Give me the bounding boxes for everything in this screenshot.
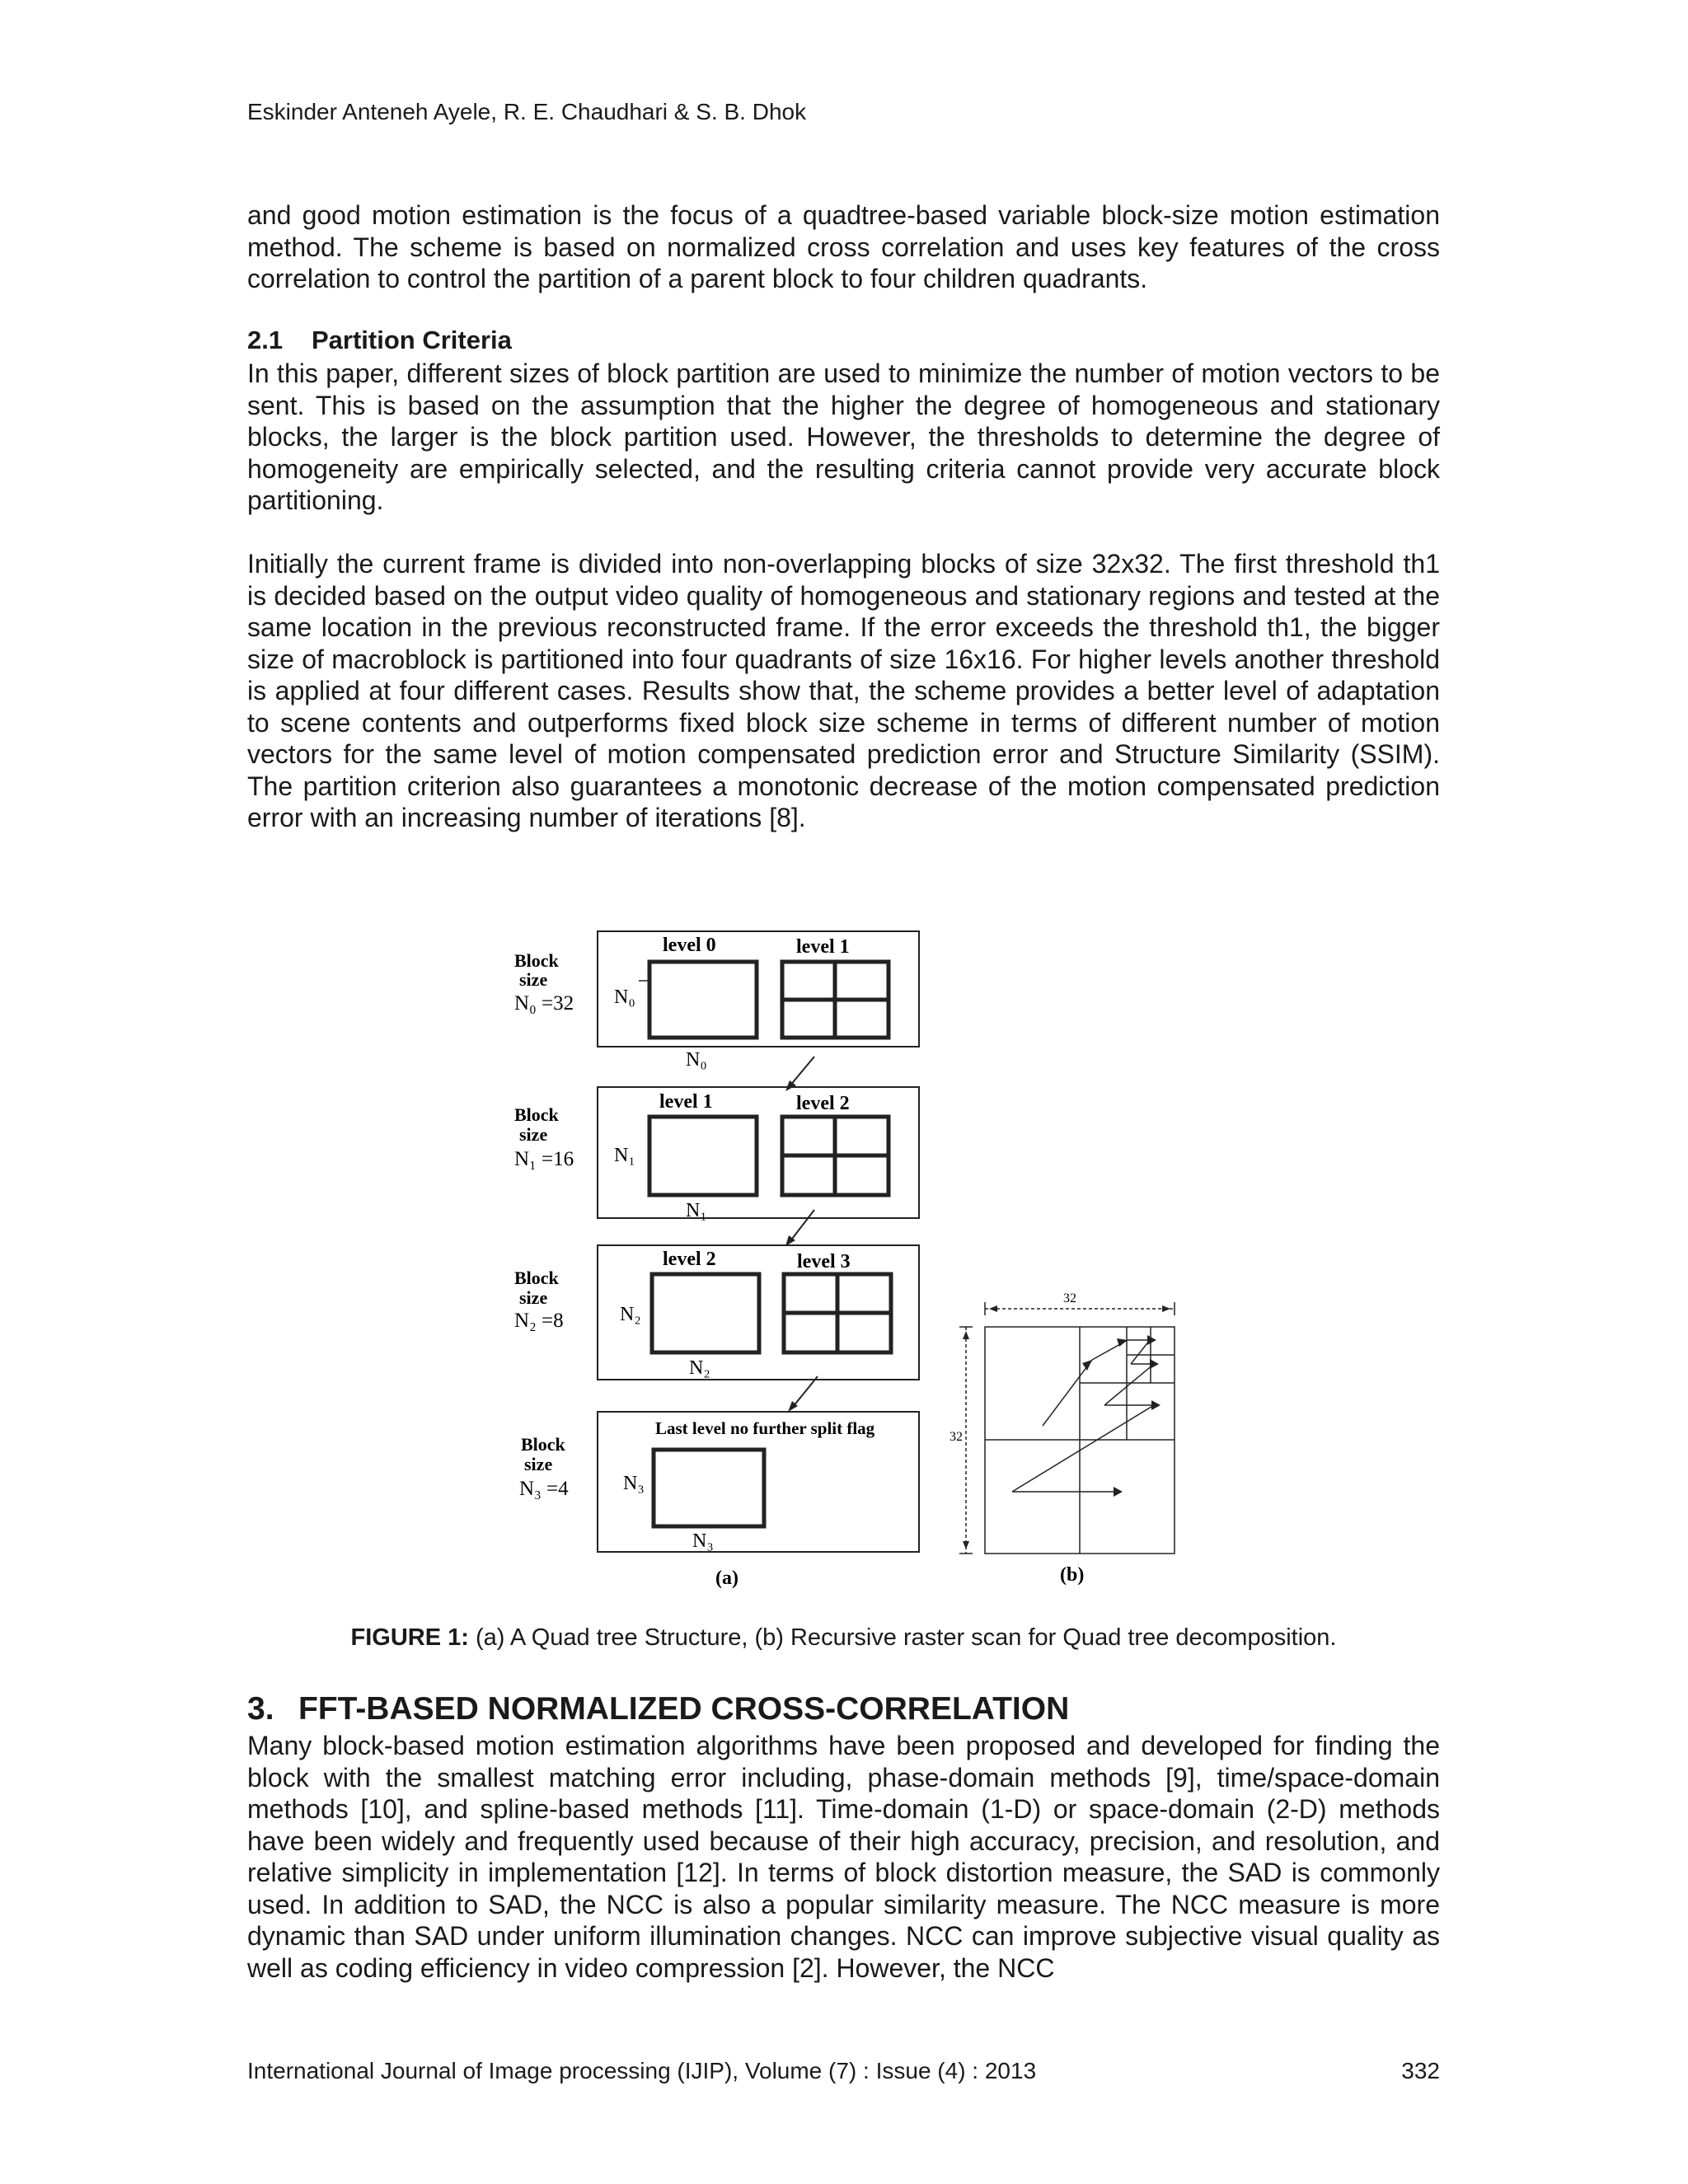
n-label-bottom: N₂ xyxy=(689,1357,710,1379)
n-label-bottom: N₁ xyxy=(686,1200,707,1221)
caption-text: (a) A Quad tree Structure, (b) Recursive raster scan for Quad tree decomposition. xyxy=(468,1624,1337,1651)
block-word: Block xyxy=(514,950,559,971)
panel-b-label: (b) xyxy=(1060,1564,1085,1586)
height-dimension-label: 32 xyxy=(950,1430,963,1444)
block-word: Block xyxy=(521,1434,565,1455)
width-dimension-label: 32 xyxy=(1063,1291,1076,1305)
raster-scan-diagram xyxy=(959,1302,1175,1554)
journal-citation: International Journal of Image processing (IJIP), Volume (7) : Issue (4) : 2013 xyxy=(247,2058,1037,2083)
quadtree-figure xyxy=(495,915,1195,1599)
right-level-label: level 1 xyxy=(796,936,850,958)
section-heading-2-1 xyxy=(247,326,512,355)
figure-1 xyxy=(495,915,1195,1599)
running-header: Eskinder Anteneh Ayele, R. E. Chaudhari & S. B. Dhok xyxy=(247,99,807,124)
row3-final-block xyxy=(654,1450,764,1526)
panel-a-label: (a) xyxy=(715,1568,738,1589)
caption-label: FIGURE 1: xyxy=(350,1624,469,1651)
page-number: 332 xyxy=(1401,2058,1440,2083)
n-label-bottom: N₀ xyxy=(686,1049,707,1071)
block-word: Block xyxy=(514,1104,559,1125)
n-label-side: N₁ xyxy=(614,1145,635,1166)
n-label-side: N₂ xyxy=(620,1304,641,1325)
left-level-label: level 2 xyxy=(663,1249,716,1270)
block-size-label: N₀ =32 xyxy=(514,992,574,1015)
size-word: size xyxy=(519,1124,548,1145)
section-title: Partition Criteria xyxy=(312,326,512,354)
left-level-label: level 0 xyxy=(663,935,716,956)
partition-paragraph-2: Initially the current frame is divided into non-overlapping blocks of size 32x32. The first threshold th1 is decided based on the output video quality of homogeneous and stationary regions and tested at the same location in the previous reconstructed frame. If the error exceeds the threshold th1, the bigger size of macroblock is partitioned into four quadrants of size 16x16. For higher levels another threshold is applied at four different cases. Results show that, the scheme provides a better level of adaptation to scene contents and outperforms fixed block size scheme in terms of different number of motion vectors for the same level of motion compensated prediction error and Structure Similarity (SSIM). The partition criterion also guarantees a monotonic decrease of the motion compensated prediction error with an increasing number of iterations [8]. xyxy=(247,549,1440,832)
n-label-side: N₃ xyxy=(623,1473,645,1494)
row0-level0-block xyxy=(649,962,757,1038)
row2-level2-block xyxy=(652,1274,759,1352)
last-level-text: Last level no further split flag xyxy=(655,1418,875,1438)
right-level-label: level 2 xyxy=(796,1093,850,1114)
left-level-label: level 1 xyxy=(659,1091,713,1113)
row1-level1-block xyxy=(649,1117,757,1195)
size-word: size xyxy=(519,1287,548,1308)
figure-caption xyxy=(247,1624,1440,1652)
section-heading-3 xyxy=(247,1691,1069,1727)
partition-paragraph-1: In this paper, different sizes of block partition are used to minimize the number of motion vectors to be sent. This is based on the assumption that the higher the degree of homogeneous and stationary blocks, the larger is the block partition used. However, the thresholds to determine the degree of homogeneity are empirically selected, and the resulting criteria cannot provide very accurate block partitioning. xyxy=(247,359,1440,515)
ncc-paragraph: Many block-based motion estimation algorithms have been proposed and developed for finding the block with the smallest matching error including, phase-domain methods [9], time/space-domain methods [10], and spline-based methods [11]. Time-domain (1-D) or space-domain (2-D) methods have been widely and frequently used because of their high accuracy, precision, and resolution, and relative simplicity in implementation [12]. In terms of block distortion measure, the SAD is commonly used. In addition to SAD, the NCC is also a popular similarity measure. The NCC measure is more dynamic than SAD under uniform illumination changes. NCC can improve subjective visual quality as well as coding efficiency in video compression [2]. However, the NCC xyxy=(247,1731,1440,1983)
n-label-side: N₀ xyxy=(614,987,635,1008)
block-word: Block xyxy=(514,1268,559,1288)
section-title: FFT-BASED NORMALIZED CROSS-CORRELATION xyxy=(298,1691,1070,1727)
section-number: 2.1 xyxy=(247,326,284,354)
block-size-label: N₃ =4 xyxy=(519,1478,569,1500)
block-size-label: N₂ =8 xyxy=(514,1310,564,1332)
intro-paragraph: and good motion estimation is the focus of a quadtree-based variable block-size motion estimation method. The scheme is based on normalized cross correlation and uses key features of the cross correlation to control the partition of a parent block to four children quadrants. xyxy=(247,200,1440,293)
page-footer xyxy=(247,2058,1440,2084)
block-size-label: N₁ =16 xyxy=(514,1148,574,1170)
n-label-bottom: N₃ xyxy=(692,1530,714,1552)
size-word: size xyxy=(519,969,548,990)
size-word: size xyxy=(524,1454,553,1474)
right-level-label: level 3 xyxy=(797,1251,851,1272)
section-number: 3. xyxy=(247,1691,274,1727)
